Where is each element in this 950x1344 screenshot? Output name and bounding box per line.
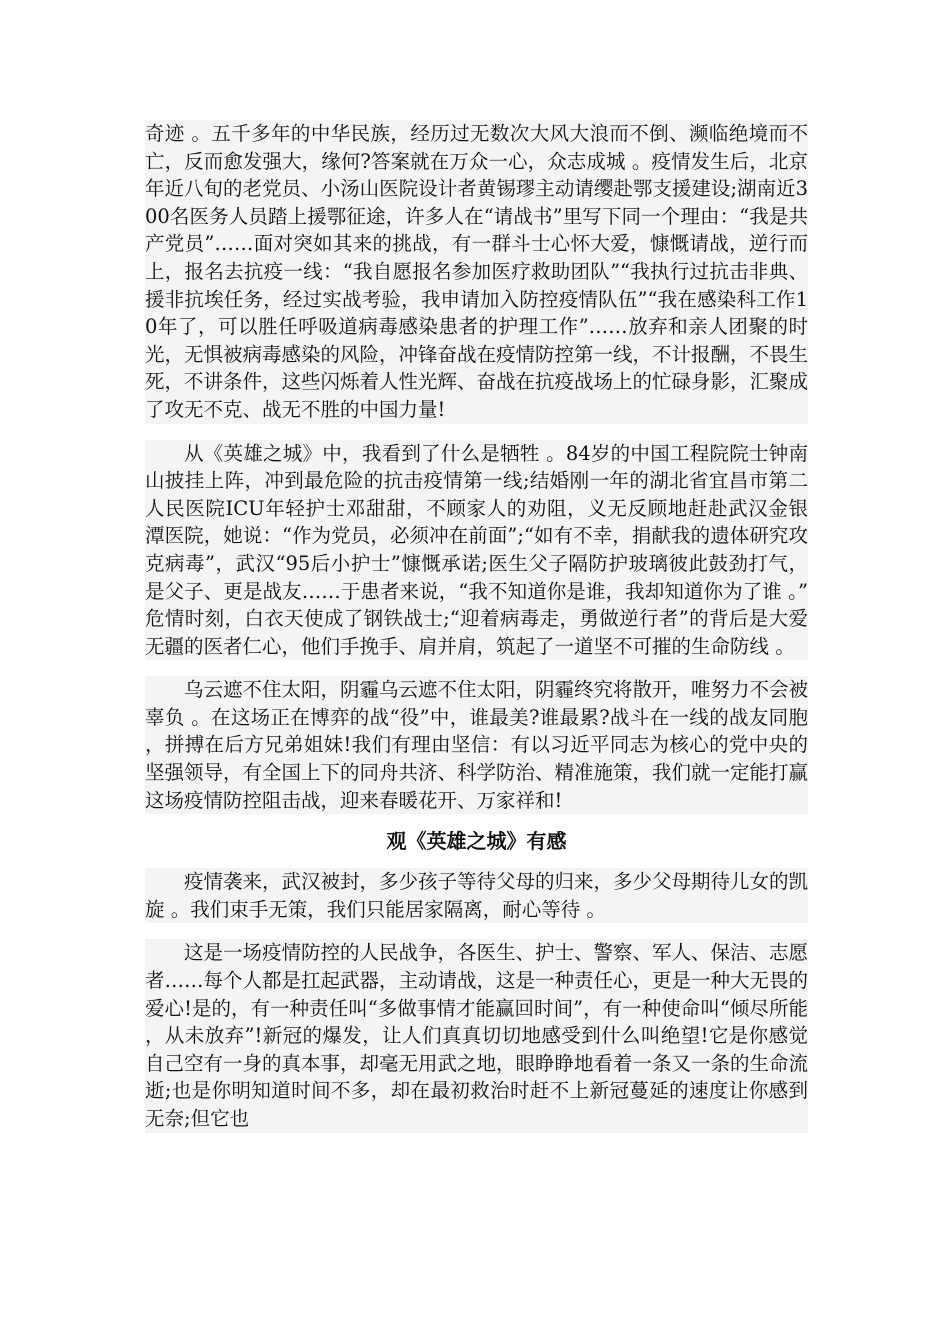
body-paragraph-3: 乌云遮不住太阳，阴霾乌云遮不住太阳，阴霾终究将散开，唯努力不会被辜负 。在这场正在博弈的战“役”中，谁最美?谁最累?战斗在一线的战友同胞，拼搏在后方兄弟姐妹!我们有理由坚信：有以习近平同志为核心的党中央的坚强领导，有全国上下的同舟共济、科学防治、精准施策，我们就一定能打赢这场疫情防控阻击战，迎来春暖花开、万家祥和! [145,676,808,814]
section-heading: 观《英雄之城》有感 [145,828,808,854]
body-paragraph-5: 这是一场疫情防控的人民战争，各医生、护士、警察、军人、保洁、志愿者……每个人都是扛起武器，主动请战，这是一种责任心，更是一种大无畏的爱心!是的，有一种责任叫“多做事情才能赢回时间”，有一种使命叫“倾尽所能，从未放弃”!新冠的爆发，让人们真真切切地感受到什么叫绝望!它是你感觉自己空有一身的真本事，却毫无用武之地，眼睁睁地看着一条又一条的生命流逝;也是你明知道时间不多，却在最初救治时赶不上新冠蔓延的速度让你感到无奈;但它也 [145,939,808,1132]
document-page [145,120,808,1133]
paragraph-gap [145,660,808,676]
body-paragraph-4: 疫情袭来，武汉被封，多少孩子等待父母的归来，多少父母期待儿女的凯旋 。我们束手无策，我们只能居家隔离，耐心等待 。 [145,868,808,923]
paragraph-gap [145,424,808,440]
body-paragraph-2: 从《英雄之城》中，我看到了什么是牺牲 。84岁的中国工程院院士钟南山披挂上阵，冲到最危险的抗击疫情第一线;结婚刚一年的湖北省宜昌市第二人民医院ICU年轻护士邓甜甜，不顾家人的劝阻，义无反顾地赶赴武汉金银潭医院，她说：“作为党员，必须冲在前面”;“如有不幸，捐献我的遗体研究攻克病毒”，武汉“95后小护士”慷慨承诺;医生父子隔防护玻璃彼此鼓劲打气，是父子、更是战友……于患者来说，“我不知道你是谁，我却知道你为了谁 。”危情时刻，白衣天使成了钢铁战士;“迎着病毒走，勇做逆行者”的背后是大爱无疆的医者仁心，他们手挽手、肩并肩，筑起了一道坚不可摧的生命防线 。 [145,440,808,661]
paragraph-gap [145,923,808,939]
body-paragraph-1: 奇迹 。五千多年的中华民族，经历过无数次大风大浪而不倒、濒临绝境而不亡，反而愈发强大，缘何?答案就在万众一心，众志成城 。疫情发生后，北京年近八旬的老党员、小汤山医院设计者黄锡璆主动请缨赴鄂支援建设;湖南近300名医务人员踏上援鄂征途，许多人在“请战书”里写下同一个理由：“我是共产党员”……面对突如其来的挑战，有一群斗士心怀大爱，慷慨请战，逆行而上，报名去抗疫一线：“我自愿报名参加医疗救助团队”“我执行过抗击非典、援非抗埃任务，经过实战考验，我申请加入防控疫情队伍”“我在感染科工作10年了，可以胜任呼吸道病毒感染患者的护理工作”……放弃和亲人团聚的时光，无惧被病毒感染的风险，冲锋奋战在疫情防控第一线，不计报酬，不畏生死，不讲条件，这些闪烁着人性光辉、奋战在抗疫战场上的忙碌身影，汇聚成了攻无不克、战无不胜的中国力量! [145,120,808,424]
